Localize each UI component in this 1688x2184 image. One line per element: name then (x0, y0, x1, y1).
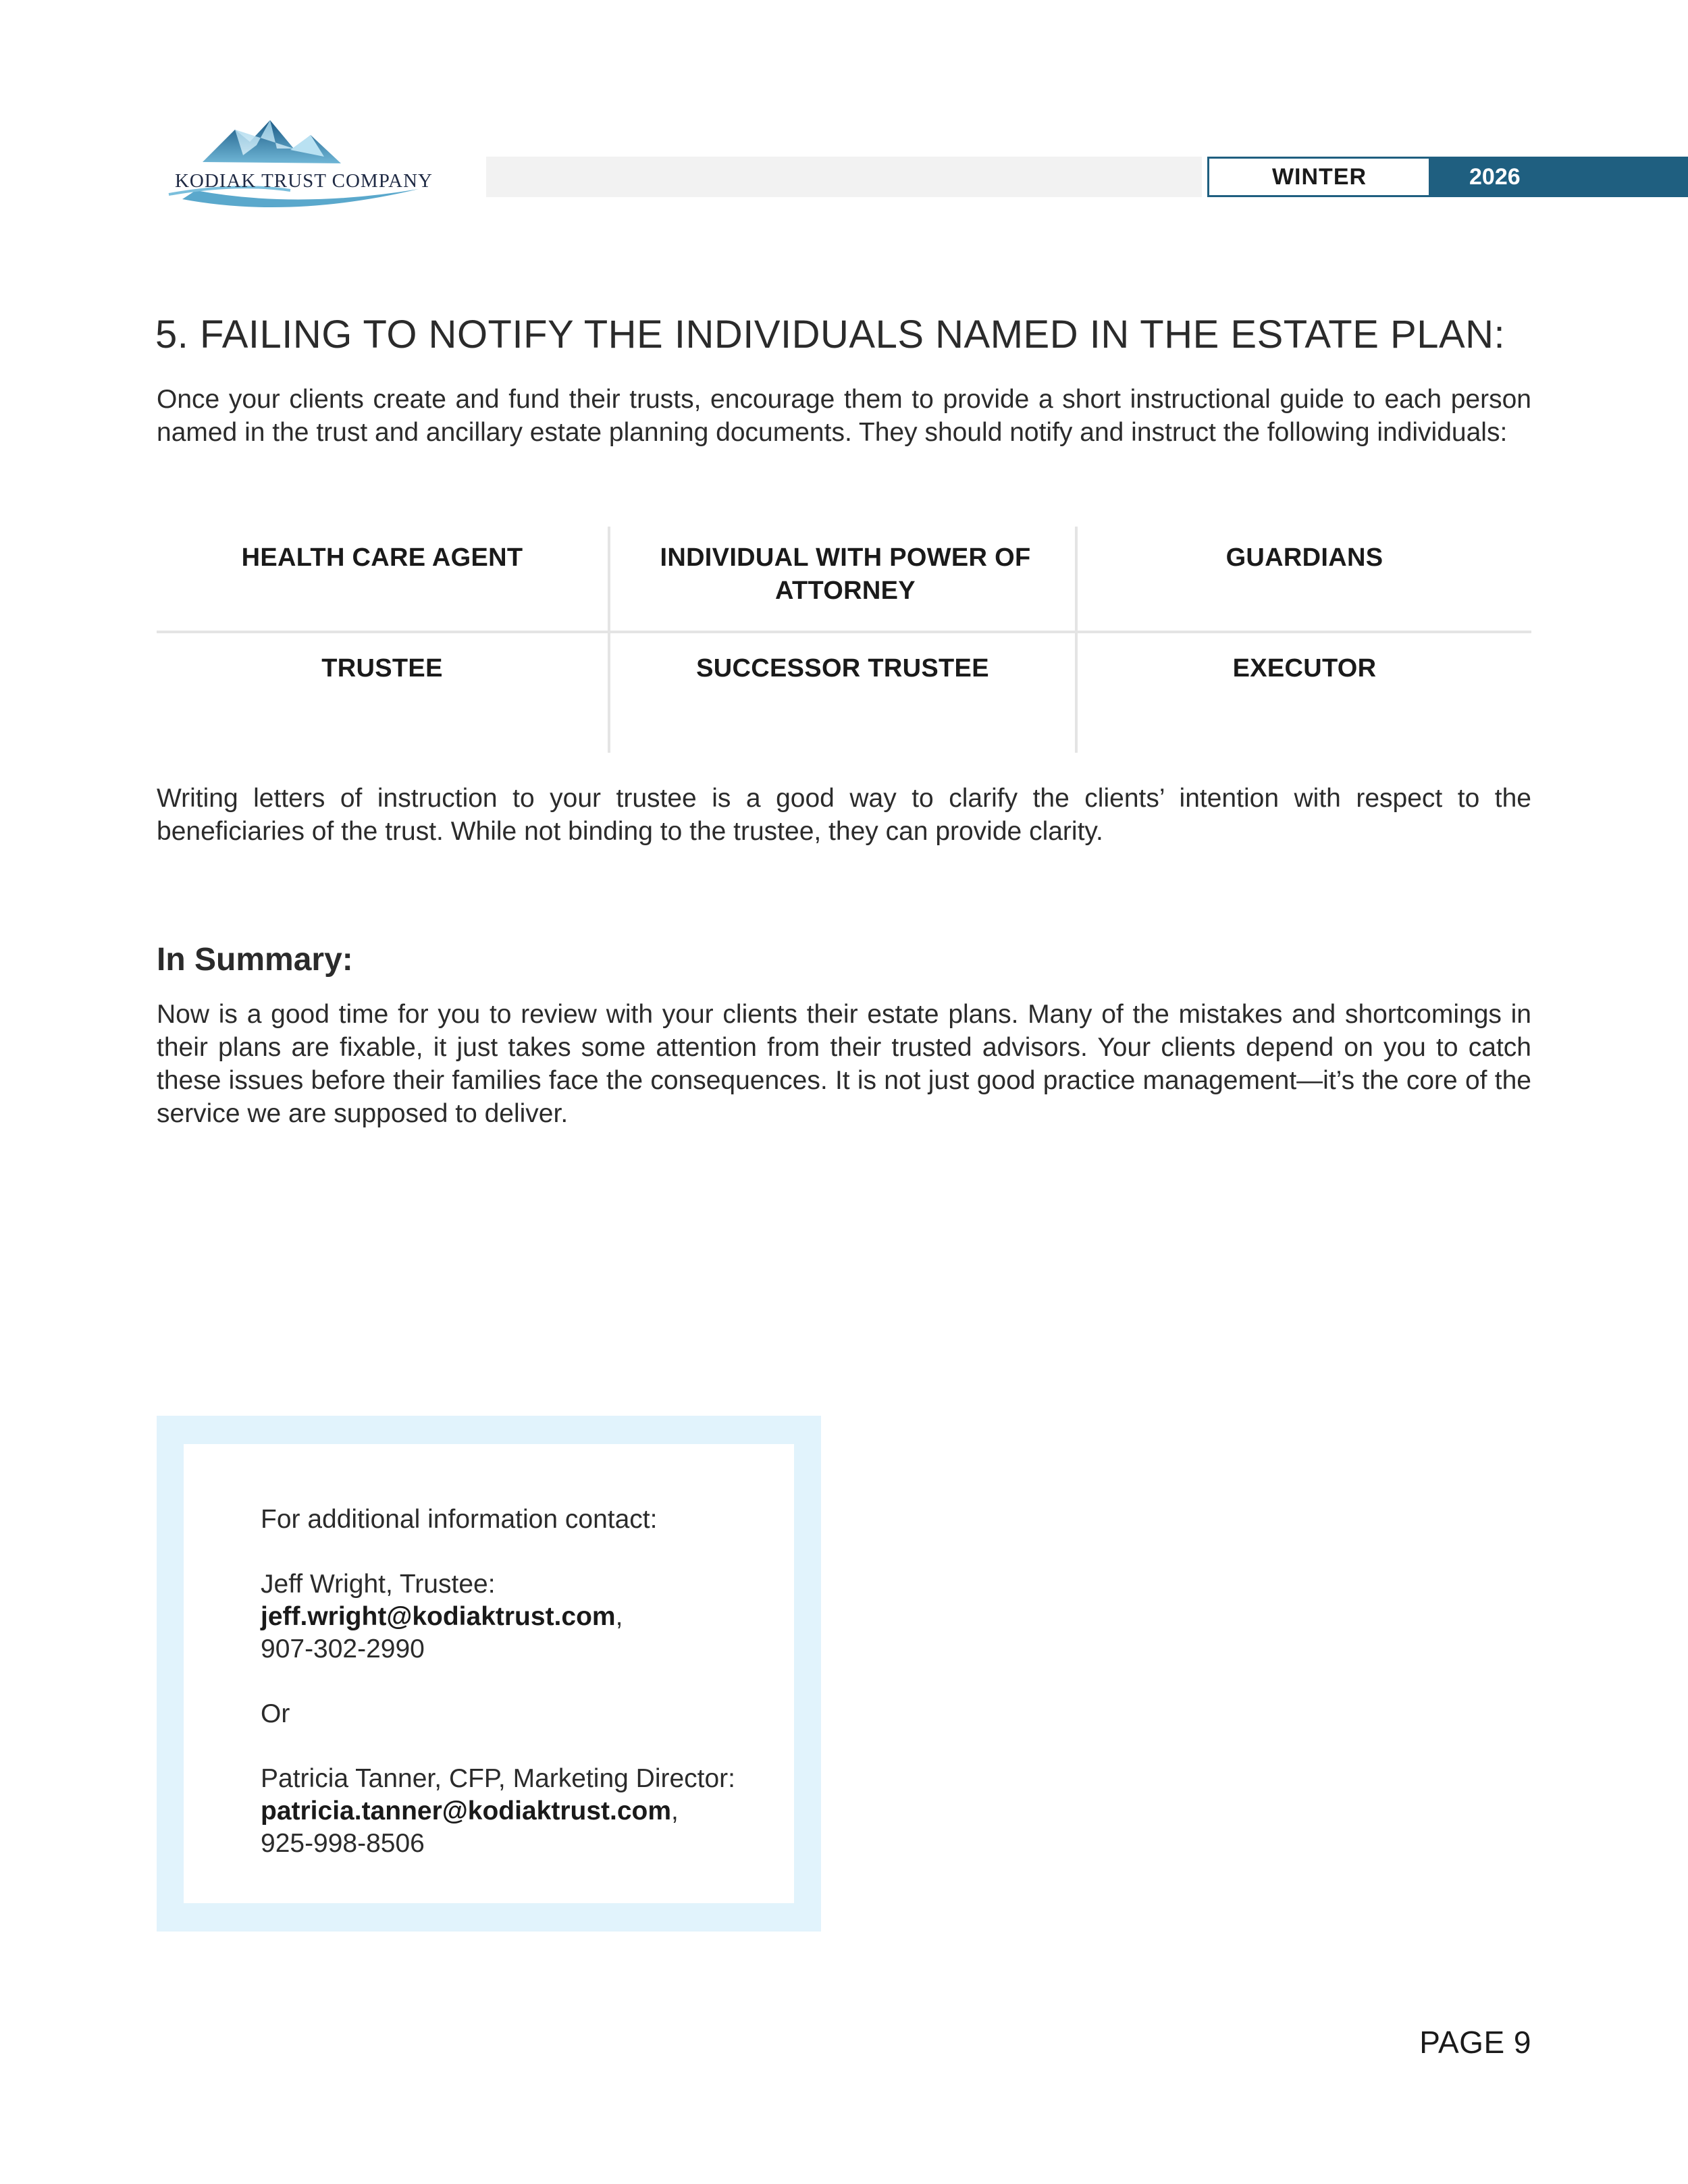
contact-person1-name: Jeff Wright, Trustee: (261, 1570, 496, 1599)
contact-person2-name: Patricia Tanner, CFP, Marketing Director: (261, 1764, 736, 1793)
role-trustee: TRUSTEE (321, 654, 443, 683)
issue-season: WINTER (1207, 157, 1431, 197)
company-logo (155, 115, 452, 223)
header-bar (486, 157, 1202, 197)
company-name: KODIAK TRUST COMPANY (174, 170, 433, 192)
role-guardians: GUARDIANS (1225, 543, 1383, 572)
role-health-care-agent: HEALTH CARE AGENT (241, 543, 523, 572)
contact-box (157, 1416, 821, 1932)
role-executor: EXECUTOR (1232, 654, 1377, 683)
contact-person2-phone: 925-998-8506 (261, 1829, 425, 1858)
intro-paragraph: Once your clients create and fund their trusts, encourage them to provide a short instructional guide to each person named in the trust and ancillary estate planning documents. They should notify and instruct the following individuals: (157, 385, 1531, 447)
contact-person2-email[interactable]: patricia.tanner@kodiaktrust.com (261, 1796, 672, 1826)
issue-year: 2026 (1429, 157, 1688, 197)
contact-details: For additional information contact: Jeff Wright, Trustee: jeff.wright@kodiaktrust.com, 907-302-2990 Or Patricia Tanner, CFP, Marketing Director: patricia.tanner@kodiaktrust.com, 925-998-8506 (261, 1503, 801, 1860)
grid-divider (608, 527, 610, 753)
summary-paragraph: Now is a good time for you to review with your clients their estate plans. Many of the mistakes and shortcomings in their plans are fixable, it just takes some attention from their trusted advisors. Your clients depend on you to catch these issues before their families face the consequences. It is not just good practice management—it’s the core of the service we are supposed to deliver. (157, 1000, 1531, 1128)
page-number: PAGE 9 (1419, 2025, 1531, 2060)
grid-divider (157, 631, 1531, 633)
role-power-of-attorney: INDIVIDUAL WITH POWER OF ATTORNEY (660, 543, 1031, 605)
summary-heading: In Summary: (157, 942, 353, 978)
letters-paragraph: Writing letters of instruction to your trustee is a good way to clarify the clients’ intention with respect to the beneficiaries of the trust. While not binding to the trustee, they can provide clarity. (157, 784, 1531, 846)
role-successor-trustee: SUCCESSOR TRUSTEE (696, 654, 989, 683)
contact-box-inner (184, 1444, 794, 1903)
mountain-logo-icon (155, 115, 452, 223)
contact-separator: Or (261, 1699, 290, 1728)
contact-heading: For additional information contact: (261, 1505, 658, 1534)
section-title: 5. FAILING TO NOTIFY THE INDIVIDUALS NAMED IN THE ESTATE PLAN: (155, 313, 1506, 356)
contact-person1-phone: 907-302-2990 (261, 1634, 425, 1663)
roles-grid (157, 527, 1531, 753)
contact-person1-email[interactable]: jeff.wright@kodiaktrust.com (261, 1602, 616, 1631)
